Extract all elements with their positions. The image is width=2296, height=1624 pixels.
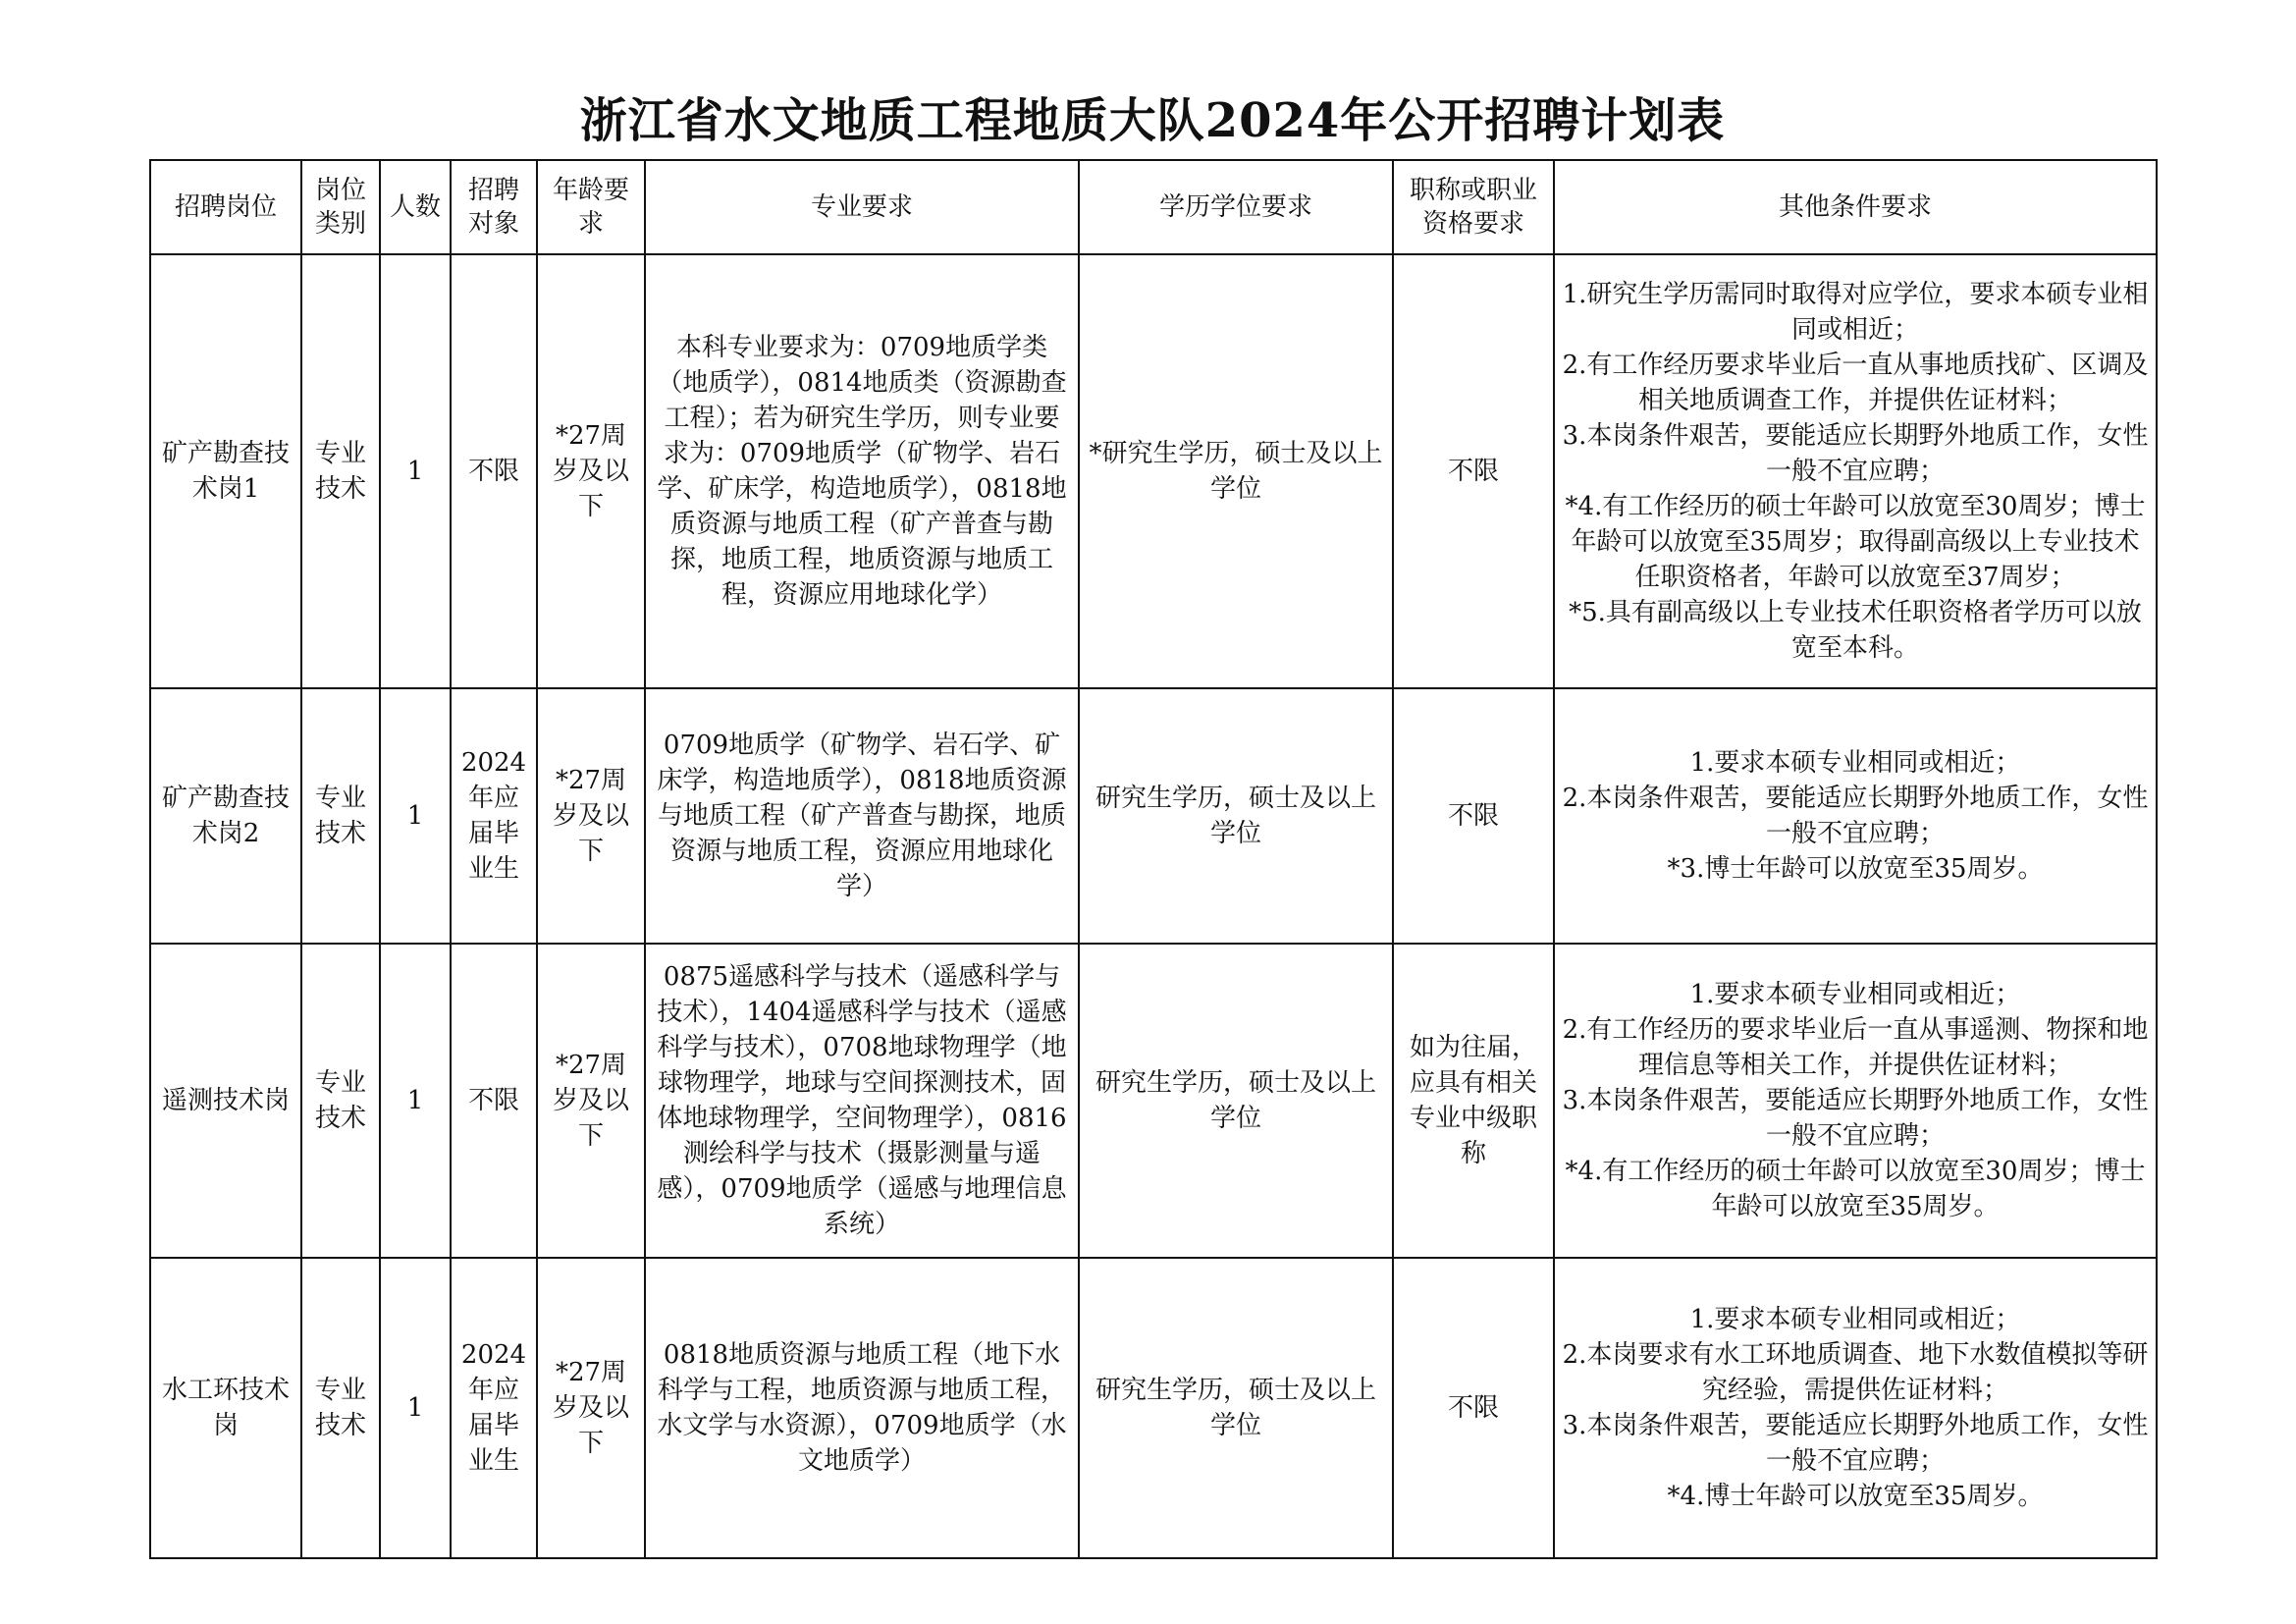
other-condition-item: 1.要求本硕专业相同或相近； (1689, 1305, 2021, 1334)
cell-position: 水工环技术岗 (150, 1258, 301, 1558)
cell-category: 专业技术 (301, 944, 380, 1258)
cell-other (1554, 254, 2157, 688)
other-condition-item: 2.本岗条件艰苦，要能适应长期野外地质工作，女性一般不宜应聘； (1562, 784, 2149, 848)
other-condition-item: *3.博士年龄可以放宽至35周岁。 (1667, 854, 2044, 884)
cell-major: 0818地质资源与地质工程（地下水科学与工程，地质资源与地质工程，水文学与水资源），0709地质学（水文地质学） (645, 1258, 1079, 1558)
header-target: 招聘对象 (451, 160, 537, 254)
cell-target: 2024年应届毕业生 (451, 688, 537, 944)
cell-other (1554, 688, 2157, 944)
cell-education: 研究生学历，硕士及以上学位 (1079, 944, 1393, 1258)
cell-education: *研究生学历，硕士及以上学位 (1079, 254, 1393, 688)
other-condition-item: 2.有工作经历要求毕业后一直从事地质找矿、区调及相关地质调查工作，并提供佐证材料； (1562, 351, 2149, 415)
cell-target: 2024年应届毕业生 (451, 1258, 537, 1558)
other-condition-item: 2.有工作经历的要求毕业后一直从事遥测、物探和地理信息等相关工作，并提供佐证材料； (1562, 1015, 2149, 1080)
table-header-row (150, 160, 2157, 254)
cell-position: 矿产勘查技术岗2 (150, 688, 301, 944)
other-condition-item: 1.要求本硕专业相同或相近； (1689, 748, 2021, 778)
other-condition-item: 1.研究生学历需同时取得对应学位，要求本硕专业相同或相近； (1562, 280, 2149, 345)
header-education: 学历学位要求 (1079, 160, 1393, 254)
table-row (150, 254, 2157, 688)
cell-category: 专业技术 (301, 688, 380, 944)
cell-position: 遥测技术岗 (150, 944, 301, 1258)
cell-education: 研究生学历，硕士及以上学位 (1079, 688, 1393, 944)
cell-qualification: 不限 (1393, 254, 1554, 688)
cell-count: 1 (380, 688, 451, 944)
header-category: 岗位类别 (301, 160, 380, 254)
cell-age: *27周岁及以下 (537, 688, 645, 944)
table-row (150, 1258, 2157, 1558)
other-condition-item: *4.有工作经历的硕士年龄可以放宽至30周岁；博士年龄可以放宽至35周岁；取得副高级以上专业技术任职资格者，年龄可以放宽至37周岁； (1565, 492, 2146, 592)
cell-other (1554, 944, 2157, 1258)
document-title: 浙江省水文地质工程地质大队2024年公开招聘计划表 (579, 93, 1726, 148)
other-condition-item: 1.要求本硕专业相同或相近； (1689, 980, 2021, 1009)
other-condition-item: 3.本岗条件艰苦，要能适应长期野外地质工作，女性一般不宜应聘； (1562, 421, 2149, 486)
cell-category: 专业技术 (301, 1258, 380, 1558)
cell-other (1554, 1258, 2157, 1558)
table-row (150, 944, 2157, 1258)
header-age: 年龄要求 (537, 160, 645, 254)
table-row (150, 688, 2157, 944)
cell-major: 本科专业要求为：0709地质学类（地质学），0814地质类（资源勘查工程）；若为研究生学历，则专业要求为：0709地质学（矿物学、岩石学、矿床学，构造地质学），0818地质资源与地质工程（矿产普查与勘探，地质工程，地质资源与地质工程，资源应用地球化学） (645, 254, 1079, 688)
header-qualification: 职称或职业资格要求 (1393, 160, 1554, 254)
cell-position: 矿产勘查技术岗1 (150, 254, 301, 688)
cell-category: 专业技术 (301, 254, 380, 688)
cell-count: 1 (380, 254, 451, 688)
cell-count: 1 (380, 944, 451, 1258)
recruitment-plan-table (149, 159, 2158, 1559)
header-other: 其他条件要求 (1554, 160, 2157, 254)
cell-age: *27周岁及以下 (537, 254, 645, 688)
cell-age: *27周岁及以下 (537, 1258, 645, 1558)
cell-qualification: 不限 (1393, 1258, 1554, 1558)
cell-target: 不限 (451, 254, 537, 688)
cell-age: *27周岁及以下 (537, 944, 645, 1258)
cell-major: 0875遥感科学与技术（遥感科学与技术），1404遥感科学与技术（遥感科学与技术），0708地球物理学（地球物理学，地球与空间探测技术，固体地球物理学，空间物理学），0816测绘科学与技术（摄影测量与遥感），0709地质学（遥感与地理信息系统） (645, 944, 1079, 1258)
other-condition-item: *4.有工作经历的硕士年龄可以放宽至30周岁；博士年龄可以放宽至35周岁。 (1565, 1157, 2146, 1221)
cell-target: 不限 (451, 944, 537, 1258)
other-condition-item: *5.具有副高级以上专业技术任职资格者学历可以放宽至本科。 (1569, 598, 2142, 663)
header-major: 专业要求 (645, 160, 1079, 254)
cell-major: 0709地质学（矿物学、岩石学、矿床学，构造地质学），0818地质资源与地质工程（矿产普查与勘探，地质资源与地质工程，资源应用地球化学） (645, 688, 1079, 944)
other-condition-item: 2.本岗要求有水工环地质调查、地下水数值模拟等研究经验，需提供佐证材料； (1562, 1340, 2149, 1405)
other-condition-item: 3.本岗条件艰苦，要能适应长期野外地质工作，女性一般不宜应聘； (1562, 1411, 2149, 1476)
other-condition-item: *4.博士年龄可以放宽至35周岁。 (1667, 1482, 2044, 1511)
header-count: 人数 (380, 160, 451, 254)
cell-qualification: 不限 (1393, 688, 1554, 944)
cell-qualification: 如为往届，应具有相关专业中级职称 (1393, 944, 1554, 1258)
header-position: 招聘岗位 (150, 160, 301, 254)
other-condition-item: 3.本岗条件艰苦，要能适应长期野外地质工作，女性一般不宜应聘； (1562, 1086, 2149, 1151)
cell-count: 1 (380, 1258, 451, 1558)
cell-education: 研究生学历，硕士及以上学位 (1079, 1258, 1393, 1558)
